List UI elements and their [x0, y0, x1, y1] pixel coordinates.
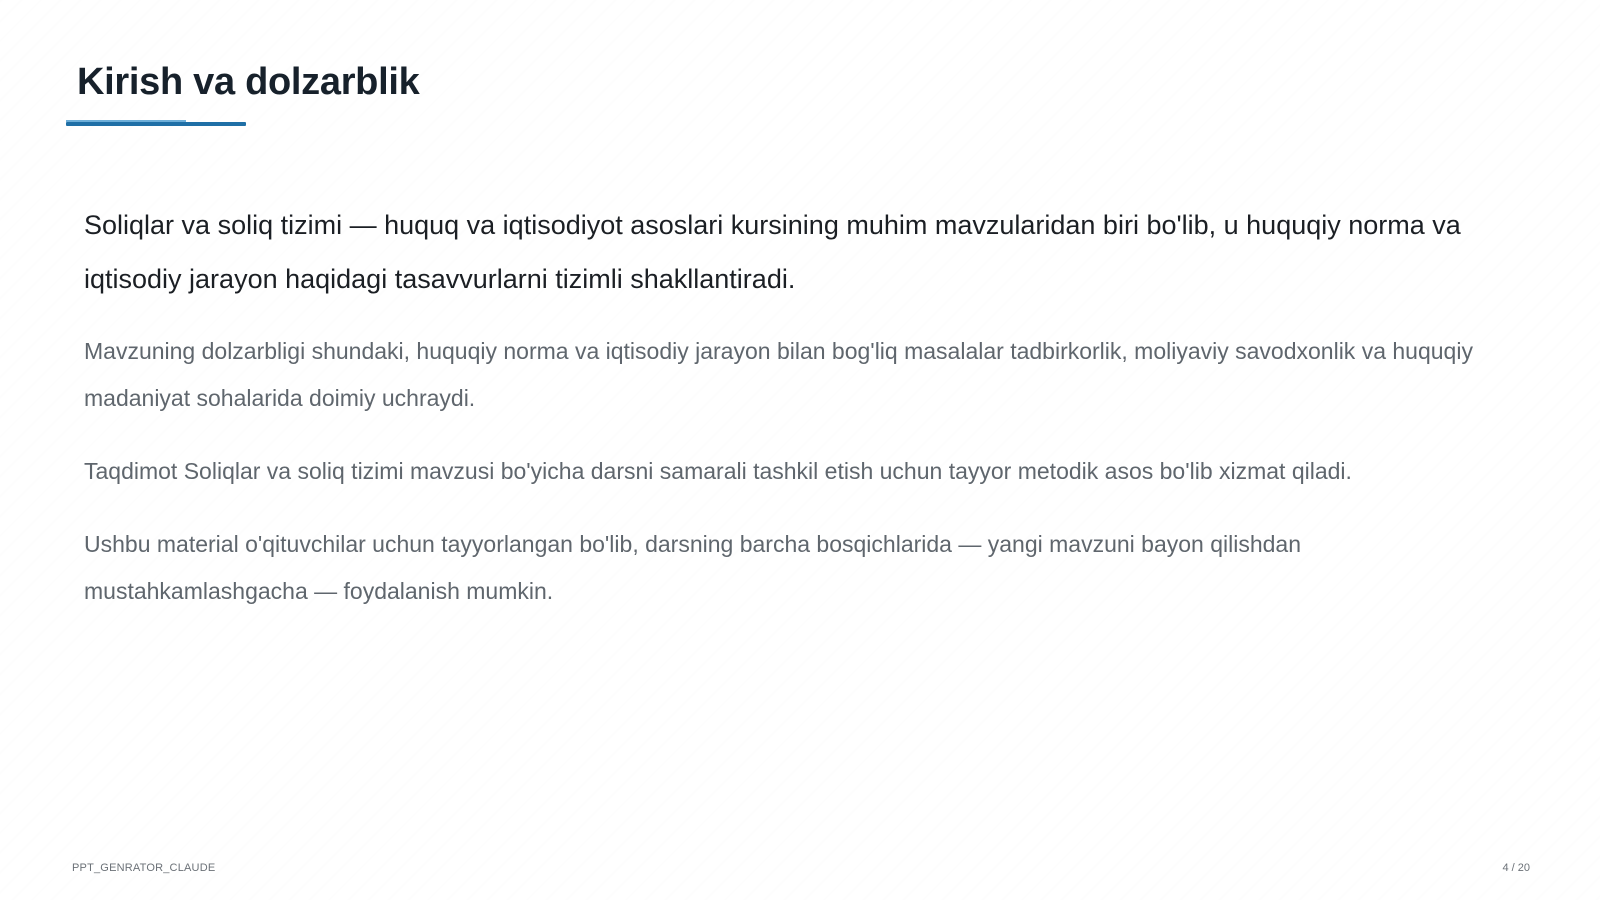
body-paragraph: Ushbu material o'qituvchilar uchun tayyorlangan bo'lib, darsning barcha bosqichlarida — yangi mavzuni bayon qilishdan mustahkamlashgacha — foydalanish mumkin.	[84, 531, 1301, 604]
page-number: 4 / 20	[1502, 862, 1530, 874]
lead-paragraph: Soliqlar va soliq tizimi — huquq va iqtisodiyot asoslari kursining muhim mavzularidan biri bo'lib, u huquqiy norma va iqtisodiy jarayon haqidagi tasavvurlarni tizimli shakllantiradi.	[84, 210, 1461, 294]
body-paragraph: Mavzuning dolzarbligi shundaki, huquqiy norma va iqtisodiy jarayon bilan bog'liq masalalar tadbirkorlik, moliyaviy savodxonlik va huquqiy madaniyat sohalarida doimiy uchraydi.	[84, 338, 1473, 411]
title-underline-accent	[66, 120, 186, 122]
title-underline	[66, 122, 246, 126]
slide-title: Kirish va dolzarblik	[77, 61, 420, 103]
footer-generator-label: PPT_GENRATOR_CLAUDE	[72, 862, 216, 874]
body-paragraph: Taqdimot Soliqlar va soliq tizimi mavzusi bo'yicha darsni samarali tashkil etish uchun tayyor metodik asos bo'lib xizmat qiladi.	[84, 458, 1352, 484]
slide-content	[84, 198, 1524, 641]
